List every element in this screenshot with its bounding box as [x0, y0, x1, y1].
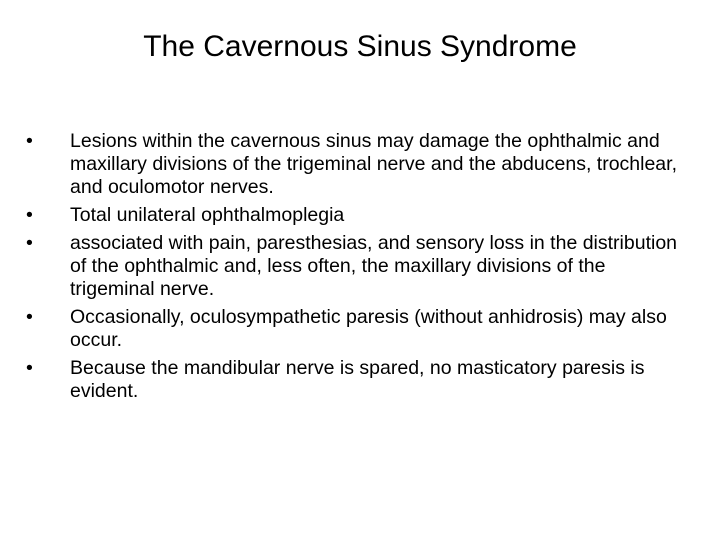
slide-title: The Cavernous Sinus Syndrome: [143, 30, 577, 63]
bullet-item: [26, 130, 686, 199]
bullet-text: associated with pain, paresthesias, and sensory loss in the distribution of the ophthalmic and, less often, the maxillary divisions of the trigeminal nerve.: [70, 232, 678, 300]
bullet-item: [26, 232, 686, 301]
bullet-dot-icon: •: [26, 306, 33, 328]
bullet-text: Because the mandibular nerve is spared, no masticatory paresis is evident.: [70, 357, 645, 402]
bullet-item: [26, 204, 686, 227]
bullet-item: [26, 357, 686, 403]
bullet-dot-icon: •: [26, 232, 33, 254]
bullet-dot-icon: •: [26, 357, 33, 379]
bullet-item: [26, 306, 686, 352]
bullet-dot-icon: •: [26, 130, 33, 152]
bullet-text: Lesions within the cavernous sinus may damage the ophthalmic and maxillary divisions of the trigeminal nerve and the abducens, trochlear, and oculomotor nerves.: [70, 130, 677, 198]
bullet-list: [26, 130, 686, 408]
bullet-dot-icon: •: [26, 204, 33, 226]
bullet-text: Total unilateral ophthalmoplegia: [70, 204, 345, 226]
bullet-text: Occasionally, oculosympathetic paresis (without anhidrosis) may also occur.: [70, 306, 667, 351]
